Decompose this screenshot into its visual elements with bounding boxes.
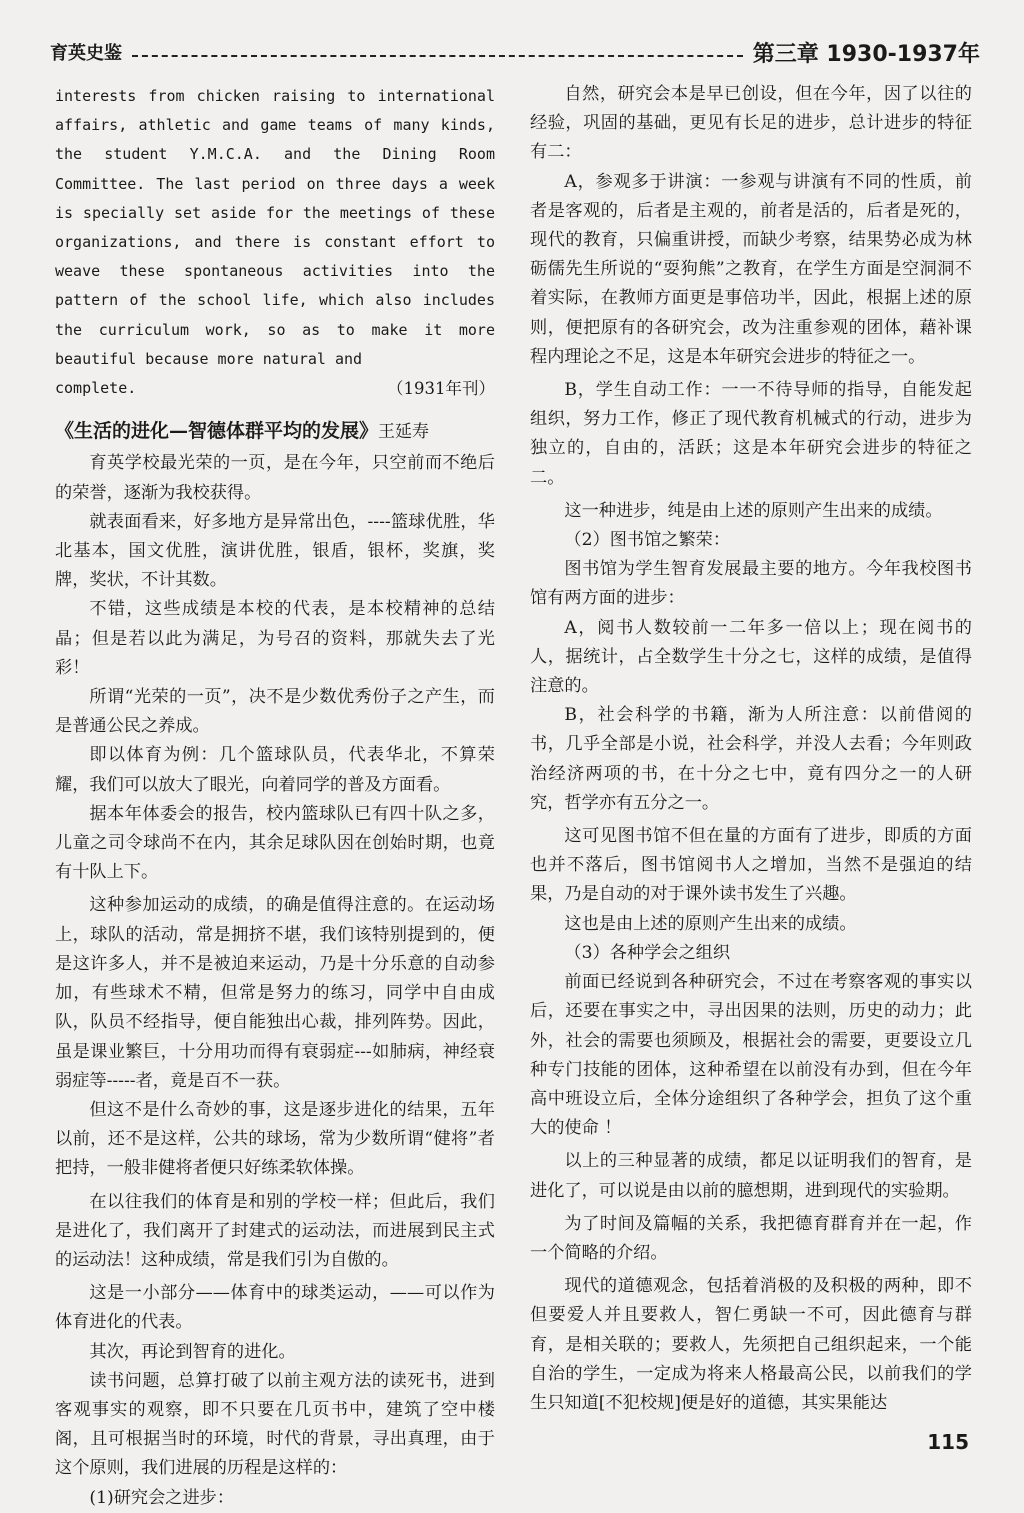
paragraph: 图书馆为学生智育发展最主要的地方。今年我校图书馆有两方面的进步： (530, 559, 972, 609)
english-passage-end (55, 374, 495, 403)
paragraph: 育英学校最光荣的一页，是在今年，只空前而不绝后的荣誉，逐渐为我校获得。 (55, 453, 495, 503)
paragraph: 现代的道德观念，包括着消极的及积极的两种，即不但要爱人并且要救人，智仁勇缺一不可，因此德育与群育，是相关联的；要救人，先须把自己组织起来，一个能自治的学生，一定成为将来人格最高公民，以前我们的学生只知道[不犯校规]便是好的道德，其实果能达 (530, 1276, 972, 1413)
paragraph: 读书问题，总算打破了以前主观方法的读死书，进到客观事实的观察，即不只要在几页书中，建筑了空中楼阁，且可根据当时的环境，时代的背景，寻出真理，由于这个原则，我们进展的历程是这样的： (55, 1370, 495, 1479)
chapter-title: 第三章 1930-1937年 (752, 41, 980, 67)
paragraph: 前面已经说到各种研究会，不过在考察客观的事实以后，还要在事实之中，寻出因果的法则，历史的动力；此外，社会的需要也须顾及，根据社会的需要，更要设立几种专门技能的团体，这种希望在以前没有办到，但在今年高中班设立后，全体分途组织了各种学会，担负了这个重大的使命 ！ (530, 972, 972, 1139)
paragraph: B，社会科学的书籍，渐为人所注意：以前借阅的书，几乎全部是小说，社会科学，并没人去看；今年则政治经济两项的书，在十分之七中，竟有四分之一的人研究，哲学亦有五分之一。 (530, 705, 972, 813)
article-title (55, 417, 495, 447)
paragraph: 但这不是什么奇妙的事，这是逐步进化的结果，五年以前，还不是这样，公共的球场，常为少数所谓“健将”者把持，一般非健将者便只好练柔软体操。 (55, 1099, 495, 1179)
paragraph: 自然，研究会本是早已创设，但在今年，因了以往的经验，巩固的基础，更见有长足的进步，总计进步的特征有二： (530, 84, 972, 163)
english-passage (55, 82, 495, 403)
paragraph: 即以体育为例：几个篮球队员，代表华北，不算荣耀，我们可以放大了眼光，向着同学的普及方面看。 (55, 745, 495, 795)
paragraph: 就表面看来，好多地方是异常出色，----篮球优胜，华北基本，国文优胜，演讲优胜，银盾，银杯，奖旗，奖牌，奖状，不计其数。 (55, 511, 495, 591)
page-number: 115 (927, 1430, 969, 1454)
citation: （1931年刊） (387, 379, 495, 399)
paragraph: 据本年体委会的报告，校内篮球队已有四十队之多，儿童之司令球尚不在内，其余足球队因在创始时期，也竟有十队上下。 (55, 803, 495, 883)
paragraph: 这可见图书馆不但在量的方面有了进步，即质的方面也并不落后，图书馆阅书人之增加，当然不是强迫的结果，乃是自动的对于课外读书发生了兴趣。 (530, 826, 972, 905)
paragraph: 其次，再论到智育的进化。 (89, 1341, 296, 1362)
paragraph: A，参观多于讲演：一参观与讲演有不同的性质，前者是客观的，后者是主观的，前者是活的，后者是死的，现代的教育，只偏重讲授，而缺少考察，结果势必成为林砺儒先生所说的“耍狗熊”之教育，在学生方面是空洞洞不着实际，在教师方面更是事倍功半，因此，根据上述的原则，便把原有的各研究会，改为注重参观的团体，藉补课程内理论之不足，这是本年研究会进步的特征之一。 (530, 171, 972, 367)
running-header (50, 36, 980, 68)
paragraph: 不错，这些成绩是本校的代表，是本校精神的总结晶；但是若以此为满足，为号召的资料，那就失去了光彩！ (55, 599, 495, 678)
english-last-word: complete. (55, 379, 137, 398)
paragraph: 这也是由上述的原则产生出来的成绩。 (564, 913, 857, 934)
paragraph: 为了时间及篇幅的关系，我把德育群育并在一起，作一个简略的介绍。 (530, 1213, 972, 1263)
paragraph: 所谓“光荣的一页”，决不是少数优秀份子之产生，而是普通公民之养成。 (55, 687, 495, 737)
paragraph: 在以往我们的体育是和别的学校一样；但此后，我们是进化了，我们离开了封建式的运动法，而进展到民主式的运动法！这种成绩，常是我们引为自傲的。 (55, 1191, 495, 1270)
english-text: interests from chicken raising to international affairs, athletic and game teams of many kinds, the student Y.M.C.A. and the Dining Room Committee. The last period on three days a week is specially set aside for the meetings of these organizations, and there is constant effort to weave these spontaneous activities into the pattern of the school life, which also includes the curriculum work, so as to make it more beautiful because more natural and (55, 87, 495, 368)
article-title-text: 《生活的进化—智德体群平均的发展》 (55, 420, 379, 443)
paragraph: 这是一小部分——体育中的球类运动，——可以作为体育进化的代表。 (55, 1283, 495, 1333)
article-author: 王延寿 (378, 422, 430, 443)
paragraph: A，阅书人数较前一二年多一倍以上；现在阅书的人，据统计，占全数学生十分之七，这样的成绩，是值得注意的。 (530, 617, 972, 697)
header-dashed-rule (132, 55, 743, 57)
section-heading: (1)研究会之进步： (89, 1487, 235, 1508)
book-title: 育英史鉴 (50, 43, 122, 64)
section-heading: （2）图书馆之繁荣： (564, 530, 731, 551)
paragraph: 以上的三种显著的成绩，都足以证明我们的智育，是进化了，可以说是由以前的臆想期，进到现代的实验期。 (530, 1151, 972, 1201)
section-heading: （3）各种学会之组织 (564, 942, 731, 963)
paragraph: 这一种进步，纯是由上述的原则产生出来的成绩。 (564, 500, 943, 521)
paragraph: B，学生自动工作：一一不待导师的指导，自能发起组织，努力工作，修正了现代教育机械式的行动，进步为独立的，自由的，活跃；这是本年研究会进步的特征之二。 (530, 380, 972, 488)
right-column (530, 80, 972, 1418)
paragraph: 这种参加运动的成绩，的确是值得注意的。在运动场上，球队的活动，常是拥挤不堪，我们该特别提到的，便是这许多人，并不是被迫来运动，乃是十分乐意的自动参加，有些球术不精，但常是努力的练习，同学中自由成队，队员不经指导，便自能独出心裁，排列阵势。因此，虽是课业繁巨，十分用功而得有衰弱症---如肺病，神经衰弱症等-----者，竟是百不一获。 (55, 895, 495, 1091)
left-column (55, 80, 495, 1513)
